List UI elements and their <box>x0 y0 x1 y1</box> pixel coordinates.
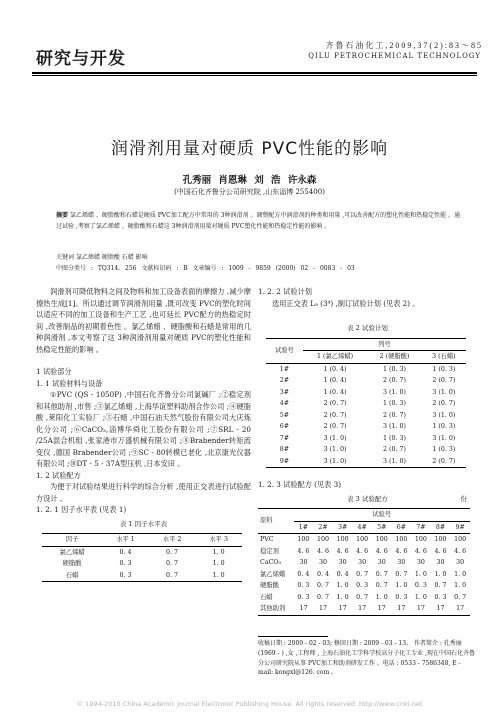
table-cell: 17 <box>358 605 367 612</box>
table-cell: 2 (0. 7) <box>323 423 347 430</box>
heading-1-1: 1. 1 试验材料与设备 <box>36 378 103 388</box>
table-cell: 4. 6 <box>395 547 408 555</box>
table-1 <box>42 533 242 582</box>
table-cell: 100 <box>317 536 330 543</box>
table-2 <box>266 338 466 469</box>
table-cell: 5# <box>279 411 290 419</box>
table-cell: 6# <box>279 423 290 430</box>
table-cell: 30 <box>338 559 347 566</box>
table-cell: 3 (1. 0) <box>323 457 347 465</box>
table-cell: 4. 6 <box>414 547 427 555</box>
table-row <box>42 570 242 582</box>
table-header-cell: 原料 <box>258 509 294 534</box>
table-cell: PVC <box>260 536 274 543</box>
table-cell: 0. 4 <box>336 570 349 578</box>
table-cell: 0. 4 <box>297 570 310 578</box>
table-cell: 100 <box>414 536 427 543</box>
table-header-cell: 5# <box>377 523 387 531</box>
header-rule-thin <box>32 75 477 76</box>
table-row <box>258 546 470 558</box>
right-column <box>258 286 477 616</box>
table-row <box>42 546 242 558</box>
table-cell: 100 <box>395 536 408 543</box>
table-cell: 硬脂酸 <box>62 560 82 567</box>
table-cell: 100 <box>297 536 310 543</box>
table-cell: 0. 3 <box>119 560 132 567</box>
table-cell: 3 (1. 0) <box>432 411 456 419</box>
table-cell: 0. 7 <box>356 570 369 578</box>
table-row <box>266 387 466 399</box>
table-cell: 1 (0. 3) <box>432 423 456 430</box>
table-cell: 4# <box>279 400 290 407</box>
table-cell: 100 <box>375 536 388 543</box>
table-cell: 17 <box>377 605 386 612</box>
table-cell: 1. 0 <box>434 570 447 578</box>
table-cell: 0. 7 <box>317 582 330 589</box>
section-name: 研究与开发 <box>36 49 126 69</box>
table-cell: 4. 6 <box>434 547 447 555</box>
table-3-caption-text: 表 3 试验配方 <box>347 494 388 503</box>
table-cell: 2 (0. 7) <box>432 377 456 384</box>
table-cell: 30 <box>358 559 367 566</box>
table-cell: 0. 7 <box>317 593 330 601</box>
table-cell: 30 <box>397 559 406 566</box>
table-cell: 0. 3 <box>297 593 310 601</box>
table-cell: 0. 3 <box>395 593 408 601</box>
heading-1: 1 试验部分 <box>36 367 72 376</box>
table-header-cell: 2# <box>318 523 328 531</box>
article-title: 润滑剂用量对硬质 PVC性能的影响 <box>110 139 389 159</box>
table-header-cell: 2 (硬脂酸) <box>379 353 410 360</box>
table-cell: 其他助剂 <box>260 605 286 612</box>
footnote: 收稿日期 : 2009 - 02 - 03; 修回日期 : 2009 - 03 - 13。 作者简介 : 孔秀丽 (1969 - ) ,女 ,工程师 , 上海石油化工学科学校高分子化工专业 ,现在中国石化齐鲁分公司研究院从事 PVC加工和助剂研发工作 。电话 : 0533 - 7586348, E - mail: kongxl@126. com 。 <box>258 640 475 677</box>
table-cell: 100 <box>454 536 467 543</box>
table-cell: 2 (0. 7) <box>323 411 347 419</box>
table-header-cell: 1# <box>298 523 309 531</box>
table-cell: 17 <box>338 605 347 612</box>
table-cell: 氯乙烯蜡 <box>59 548 85 556</box>
table-cell: 2 (0. 7) <box>383 377 406 384</box>
table-cell: 17 <box>416 605 425 612</box>
authors: 孔秀丽 肖恩琳 刘 浩 许永森 <box>182 175 317 186</box>
table-cell: 1# <box>279 365 290 373</box>
affiliation: (中国石化齐鲁分公司研究院 ,山东淄博 255400) <box>174 188 325 196</box>
table-header-cell: 8# <box>435 523 446 531</box>
table-header-cell: 7# <box>416 523 426 531</box>
table-header-cell: 水平 1 <box>116 536 135 543</box>
table-cell: 硬脂酸 <box>260 582 279 589</box>
table-cell: 2 (0. 7) <box>383 446 406 453</box>
heading-1-2-1: 1. 2. 1 因子水平表 (见表 1) <box>36 505 127 514</box>
table-row <box>258 592 470 604</box>
table-cell: 1 (0. 3) <box>432 446 456 453</box>
table-cell: 2 (0. 7) <box>432 457 456 465</box>
table-cell: 0. 7 <box>454 593 467 601</box>
journal-citation: 齐 鲁 石 油 化 工 , 2 0 0 9 , 3 7 ( 2 ) : 8 3 ～ 8 5 <box>325 41 481 50</box>
table-cell: 30 <box>456 559 465 566</box>
table-cell: 1 (0. 4) <box>323 388 347 396</box>
table-cell: 100 <box>356 536 369 543</box>
table-cell: 100 <box>336 536 349 543</box>
table-cell: 1. 0 <box>336 582 349 589</box>
table-cell: 1 (0. 3) <box>383 400 406 407</box>
table-cell: 2# <box>279 377 290 384</box>
table-cell: 0. 7 <box>375 570 388 578</box>
table-header-cell: 水平 3 <box>209 536 228 543</box>
table-cell: 4. 6 <box>454 547 467 555</box>
table-cell: 0. 7 <box>434 582 447 589</box>
table-cell: 0. 7 <box>395 570 408 578</box>
table-header-cell: 6# <box>396 523 406 531</box>
table-cell: 0. 3 <box>119 571 132 579</box>
table-cell: 1 (0. 3) <box>383 365 406 373</box>
table-header-cell: 试验号 <box>266 338 303 363</box>
table-cell: 0. 4 <box>317 570 330 578</box>
table-cell: 稳定剂 <box>260 547 279 555</box>
table-cell: 3 (1. 0) <box>383 388 406 396</box>
table-row <box>258 580 470 592</box>
table-cell: CaCO₃ <box>260 559 282 566</box>
footnote-rule <box>258 636 328 637</box>
table-row <box>266 456 466 468</box>
table-cell: 1. 0 <box>414 570 427 578</box>
table-row <box>258 569 470 581</box>
table-cell: 0. 7 <box>375 582 388 589</box>
table-header-cell: 3 (石蜡) <box>432 353 456 360</box>
table-cell: 1. 0 <box>212 548 225 556</box>
table-3 <box>258 508 470 616</box>
table-cell: 3 (1. 0) <box>432 434 456 442</box>
table-group-header: 试验号 <box>294 509 470 522</box>
materials-paragraph: ①PVC (QS - 1050P) ,中国石化齐鲁分公司氯碱厂 ;②稳定剂和其他助剂 ,市售 ;③氯乙烯蜡 ,上海华谊塑料助剂合作公司 ;④硬脂酸 ,莱阳化工实验厂 ;⑤石蜡 ,中国石油天然气股份有限公司大庆炼化分公司 ;⑥CaCO₃,淄博华舜化工股份有限公司 ;⑦SRL - 20 /25A混合机组 ,张家港市万盛机械有限公司 ;⑧Brabender转矩流变仪 ,德国 Brabender公司 ;⑨SC - 80转模已老化 ,北京康光仪器有限公司 ;⑩DT - 5 - 37A型压机 ,日本安田 。 <box>36 390 251 468</box>
table-cell: 17 <box>299 605 308 612</box>
table-header-cell: 4# <box>357 523 367 531</box>
table-row <box>258 603 470 615</box>
table-group-header: 列号 <box>303 338 466 351</box>
left-column <box>36 286 251 582</box>
intro-paragraph: 润滑剂可降低物料之间及物料和加工设备表面的摩擦力 ,减少摩擦热生成[1]。所以通过调节润滑剂用量 ,既可改变 PVC的塑化时间以适应不同的加工设备和生产工艺 ,也可延长 PVC配方的热稳定时间 ,改善制品的初期着色性 。氯乙烯蜡 、硬脂酸和石蜡是常用的几种润滑剂 ,本文考察了这 3种润滑剂用量对硬质 PVC的塑化性能和热稳定性能的影响 。 <box>36 287 251 354</box>
table-cell: 2 (0. 7) <box>323 400 347 407</box>
table-cell: 0. 7 <box>356 593 369 601</box>
table-cell: 0. 7 <box>166 571 179 579</box>
table-cell: 4. 6 <box>297 547 310 555</box>
table-header-cell: 因子 <box>65 536 79 543</box>
table-cell: 1. 0 <box>212 571 225 579</box>
classification-line: 中图分类号 : TQ314. 256 文献标识码 : B 文章编号 : 1009 - 9859 (2009) 02 - 0083 - 03 <box>56 265 355 272</box>
table-3-unit: 份 <box>460 494 467 503</box>
table-row <box>266 421 466 433</box>
table-cell: 3 (1. 0) <box>383 423 406 430</box>
table-cell: 1. 0 <box>336 593 349 601</box>
table-cell: 100 <box>434 536 447 543</box>
table-row <box>266 375 466 387</box>
table-cell: 1 (0. 4) <box>323 365 347 373</box>
table-row <box>266 363 466 375</box>
table-cell: 1 (0. 3) <box>432 365 456 373</box>
table-header-cell: 1 (氯乙烯蜡) <box>317 353 354 360</box>
table-cell: 3 (1. 0) <box>323 446 347 453</box>
table-cell: 1. 0 <box>454 582 467 589</box>
abstract-text: 氯乙烯蜡 、硬脂酸和石蜡是硬质 PVC加工配方中常用的 3种润滑剂 。调整配方中润滑剂的种类和用量 ,可以改善配方的塑化性能和热稳定性能 。通过试验 ,考察了氯乙烯蜡 、硬脂酸和石蜡这 3种润滑剂用量对硬质 PVC塑化性能和热稳定性能的影响 。 <box>56 212 461 230</box>
journal-english-name: QILU PETROCHEMICAL TECHNOLOGY <box>308 52 481 60</box>
abstract-label: 摘要 <box>56 212 69 219</box>
table-cell: 8# <box>279 446 290 453</box>
table-cell: 17 <box>319 605 328 612</box>
table-cell: 0. 4 <box>119 548 132 556</box>
heading-1-2-2: 1. 2. 2 试验计划 <box>258 287 312 296</box>
heading-1-2: 1. 2 试验配方 <box>36 470 81 480</box>
table-cell: 4. 6 <box>336 547 349 555</box>
table-2-caption: 表 2 试验计划 <box>347 324 388 332</box>
table-row <box>266 398 466 410</box>
keywords-label: 关键词 <box>56 254 75 261</box>
table-row <box>258 534 470 546</box>
table-cell: 4. 6 <box>356 547 369 555</box>
table-cell: 石蜡 <box>260 593 273 601</box>
table-cell: 17 <box>456 605 465 612</box>
table-cell: 0. 3 <box>297 582 310 589</box>
copyright-notice: © 1994-2010 China Academic Journal Electronic Publishing House. All rights reserved. http://www.cnki.net <box>76 700 423 708</box>
table-cell: 7# <box>279 434 290 442</box>
table-3-caption <box>258 494 477 506</box>
table-cell: 17 <box>397 605 406 612</box>
keywords-text: 氯乙烯蜡 硬脂酸 石蜡 影响 <box>75 254 148 261</box>
table-row <box>258 557 470 569</box>
table-cell: 2 (0. 7) <box>383 411 406 419</box>
heading-1-2-3: 1. 2. 3 试验配方 (见表 3) <box>258 480 342 489</box>
table-cell: 0. 7 <box>166 548 179 556</box>
header-rule <box>32 72 477 74</box>
table-cell: 30 <box>436 559 445 566</box>
table-cell: 1 (0. 3) <box>383 434 406 442</box>
table-cell: 3# <box>279 388 290 396</box>
table-cell: 1. 0 <box>212 560 225 567</box>
table-header-cell: 9# <box>455 523 465 531</box>
abstract <box>56 211 461 232</box>
table-row <box>42 558 242 570</box>
table-cell: 0. 3 <box>434 593 447 601</box>
table-cell: 30 <box>377 559 386 566</box>
table-cell: 1. 0 <box>395 582 408 589</box>
table-header-cell: 3# <box>337 523 348 531</box>
table-cell: 1 (0. 4) <box>323 377 347 384</box>
table-cell: 30 <box>319 559 328 566</box>
table-row <box>266 433 466 445</box>
table-header-cell: 水平 2 <box>162 536 182 543</box>
table-cell: 3 (1. 0) <box>323 434 347 442</box>
keywords <box>56 252 461 261</box>
table-cell: 2 (0. 7) <box>432 400 456 407</box>
table-row <box>266 444 466 456</box>
table-1-caption: 表 1 因子水平表 <box>119 519 168 528</box>
table-cell: 3 (1. 0) <box>432 388 456 396</box>
table-cell: 0. 7 <box>166 560 179 567</box>
table-cell: 0. 3 <box>414 582 427 589</box>
table-cell: 9# <box>279 457 290 465</box>
table-cell: 3 (1. 0) <box>383 457 406 465</box>
table-cell: 30 <box>416 559 425 566</box>
table-row <box>266 410 466 422</box>
table-cell: 17 <box>436 605 445 612</box>
table-cell: 30 <box>299 559 308 566</box>
table-cell: 石蜡 <box>65 571 79 579</box>
plan-paragraph: 选用正交表 L₉ (3⁴) ,制订试验计划 (见表 2) 。 <box>272 298 420 308</box>
table-cell: 0. 3 <box>356 582 369 589</box>
table-cell: 氯乙烯蜡 <box>260 570 286 578</box>
table-cell: 1. 0 <box>454 570 467 578</box>
table-cell: 4. 6 <box>375 547 388 555</box>
formula-paragraph: 为便于对试验结果进行科学的综合分析 ,使用正交表进行试验配方设计 。 <box>36 482 251 503</box>
table-cell: 1. 0 <box>375 593 388 601</box>
table-cell: 1. 0 <box>414 593 427 601</box>
table-cell: 4. 6 <box>317 547 330 555</box>
